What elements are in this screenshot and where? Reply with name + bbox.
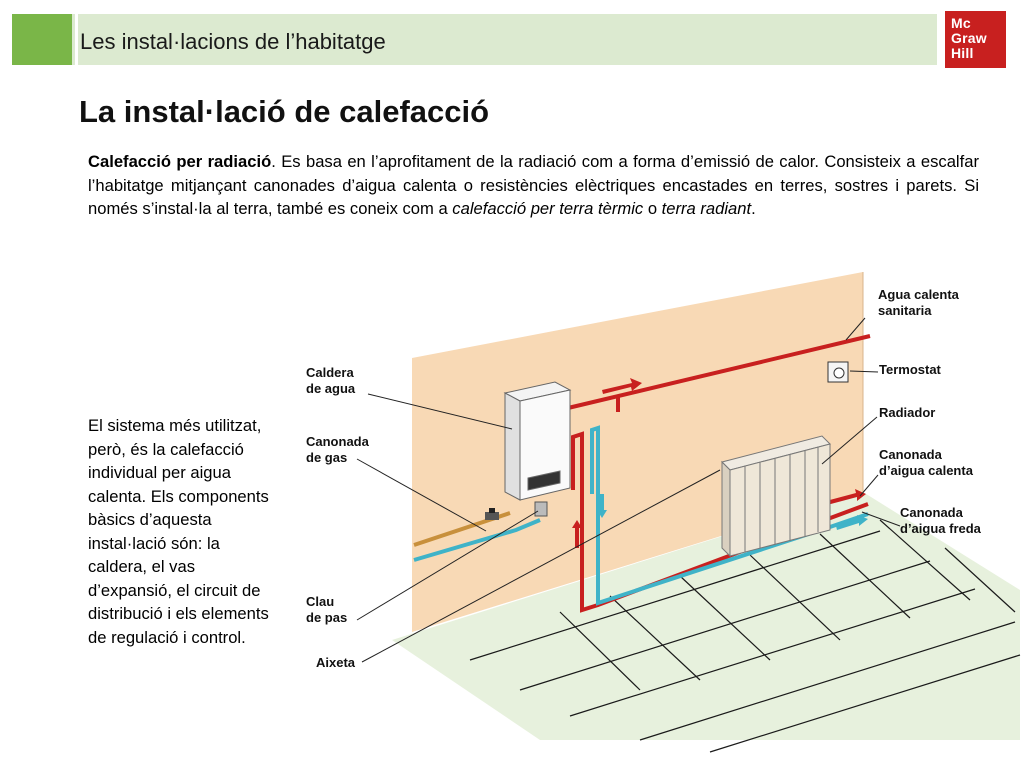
logo-line-1: Mc: [951, 15, 971, 31]
gas-valve: [485, 512, 499, 520]
label-faucet: Aixeta: [316, 655, 356, 670]
label-line: Canonada: [879, 447, 942, 462]
label-line: de gas: [306, 450, 348, 465]
label-line: sanitaria: [878, 303, 932, 318]
intro-italic-2: terra radiant: [661, 199, 752, 218]
label-line: Caldera: [306, 365, 354, 380]
boiler: [505, 382, 570, 500]
label-shutoff-valve: [306, 594, 347, 626]
label-line: d’aigua calenta: [879, 463, 973, 478]
label-line: Clau: [306, 594, 335, 609]
intro-term: Calefacció per radiació: [88, 152, 272, 171]
label-line: de agua: [306, 381, 356, 396]
label-line: d’aigua freda: [900, 521, 981, 536]
intro-text-3: .: [751, 199, 756, 218]
label-hot-water-pipe: [879, 447, 973, 479]
page-title: La instal·lació de calefacció: [79, 94, 490, 129]
faucet: [535, 502, 547, 516]
intro-italic-1: calefacció per terra tèrmic: [452, 199, 644, 218]
label-hot-sanitary-water: [878, 287, 959, 319]
logo-line-3: Hill: [951, 45, 974, 61]
label-boiler: [306, 365, 355, 397]
intro-text-1: . Es basa en l’aprofitament de la radiació com a forma d’emissió de calor. Consisteix a escalfar l’habitatge mitjançant canonades d’aigua calenta o resistències elèctriques encastades en terres, sostres i parets. Si només s’instal·la al terra, també es coneix com a: [88, 152, 979, 218]
label-cold-water-pipe: [900, 505, 981, 537]
label-line: Canonada: [306, 434, 369, 449]
logo-line-2: Graw: [951, 30, 987, 46]
thermostat: [828, 362, 848, 382]
label-line: de pas: [306, 610, 348, 625]
header-title: Les instal·lacions de l’habitatge: [80, 29, 386, 54]
label-thermostat: Termostat: [879, 362, 941, 377]
label-gas-pipe: [306, 434, 369, 466]
side-paragraph: El sistema més utilitzat, però, és la calefacció individual per aigua calenta. Els components bàsics d’aquesta instal·lació són: la caldera, el vas d’expansió, el circuit de distribució i els elements de regulació i control.: [88, 416, 269, 647]
label-line: Agua calenta: [878, 287, 959, 302]
label-radiator: Radiador: [879, 405, 936, 420]
intro-text-2: o: [643, 199, 662, 218]
label-line: Canonada: [900, 505, 963, 520]
